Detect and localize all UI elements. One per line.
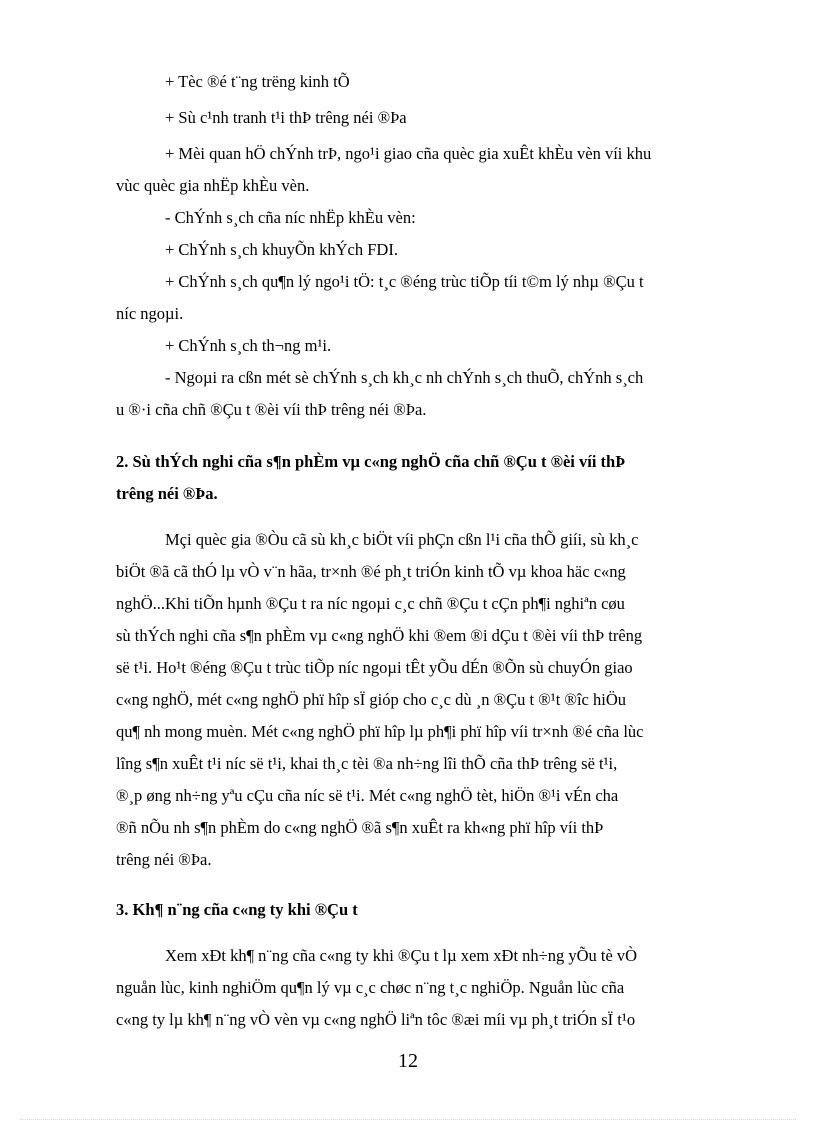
text-line: biÖt ®ã cã thÓ lµ vÒ v¨n hãa, tr×nh ®é ph¸t triÓn kinh tÕ vµ khoa häc c«ng — [116, 562, 626, 581]
text-line: sù thÝch nghi cña s¶n phÈm vµ c«ng nghÖ khi ®em ®i dÇu t ®èi víi thÞ trêng — [116, 626, 643, 645]
text-line: - ChÝnh s¸ch cña níc nhËp khÈu vèn: — [165, 208, 416, 227]
text-line: së t¹i. Ho¹t ®éng ®Çu t trùc tiÕp níc ngoµi tÊt yÕu dÉn ®Õn sù chuyÓn giao — [116, 658, 633, 677]
text-line: + Sù c¹nh tranh t¹i thÞ trêng néi ®Þa — [165, 108, 407, 127]
text-line: u ®·i cña chñ ®Çu t ®èi víi thÞ trêng néi ®Þa. — [116, 400, 427, 419]
text-line: nghÖ...Khi tiÕn hµnh ®Çu t ra níc ngoµi c¸c chñ ®Çu t cÇn ph¶i nghiªn cøu — [116, 594, 625, 613]
text-line: + Tèc ®é t¨ng trëng kinh tÕ — [165, 72, 350, 91]
text-line: + ChÝnh s¸ch khuyÕn khÝch FDI. — [165, 240, 398, 259]
text-line: Xem xÐt kh¶ n¨ng cña c«ng ty khi ®Çu t lµ xem xÐt nh÷ng yÕu tè vÒ — [165, 946, 638, 965]
text-line: + ChÝnh s¸ch qu¶n lý ngo¹i tÖ: t¸c ®éng trùc tiÕp tíi t©m lý nhµ ®Çu t — [165, 272, 644, 291]
section-heading-3: 3. Kh¶ n¨ng cña c«ng ty khi ®Çu t — [116, 900, 358, 919]
text-line: c«ng nghÖ, mét c«ng nghÖ phï hîp sÏ gióp cho c¸c dù ¸n ®Çu t ®¹t ®îc hiÖu — [116, 690, 626, 709]
page-number: 12 — [398, 1050, 418, 1072]
text-line: ®¸p øng nh÷ng yªu cÇu cña níc së t¹i. Mét c«ng nghÖ tèt, hiÖn ®¹i vÉn cha — [116, 786, 619, 805]
text-line: níc ngoµi. — [116, 304, 184, 323]
page-bottom-divider — [20, 1119, 796, 1120]
text-line: vùc quèc gia nhËp khÈu vèn. — [116, 176, 310, 195]
text-line: Mçi quèc gia ®Òu cã sù kh¸c biÖt víi phÇn cßn l¹i cña thÕ giíi, sù kh¸c — [165, 530, 639, 549]
text-line: + Mèi quan hÖ chÝnh trÞ, ngo¹i giao cña quèc gia xuÊt khÈu vèn víi khu — [165, 144, 652, 163]
text-line: trêng néi ®Þa. — [116, 850, 212, 869]
text-line: qu¶ nh mong muèn. Mét c«ng nghÖ phï hîp lµ ph¶i phï hîp víi tr×nh ®é cña lùc — [116, 722, 644, 741]
text-line: ®ñ nÕu nh s¶n phÈm do c«ng nghÖ ®ã s¶n xuÊt ra kh«ng phï hîp víi thÞ — [116, 818, 604, 837]
section-heading-2-cont: trêng néi ®Þa. — [116, 484, 218, 503]
text-line: + ChÝnh s¸ch th¬ng m¹i. — [165, 336, 332, 355]
text-line: lîng s¶n xuÊt t¹i níc së t¹i, khai th¸c tèi ®a nh÷ng lîi thÕ cña thÞ trêng së t¹i, — [116, 754, 618, 773]
text-line: nguån lùc, kinh nghiÖm qu¶n lý vµ c¸c chøc n¨ng t¸c nghiÖp. Nguån lùc cña — [116, 978, 625, 997]
section-heading-2: 2. Sù thÝch nghi cña s¶n phÈm vµ c«ng nghÖ cña chñ ®Çu t ®èi víi thÞ — [116, 452, 626, 471]
text-line: - Ngoµi ra cßn mét sè chÝnh s¸ch kh¸c nh chÝnh s¸ch thuÕ, chÝnh s¸ch — [165, 368, 644, 387]
text-line: c«ng ty lµ kh¶ n¨ng vÒ vèn vµ c«ng nghÖ liªn tôc ®æi míi vµ ph¸t triÓn sÏ t¹o — [116, 1010, 636, 1029]
